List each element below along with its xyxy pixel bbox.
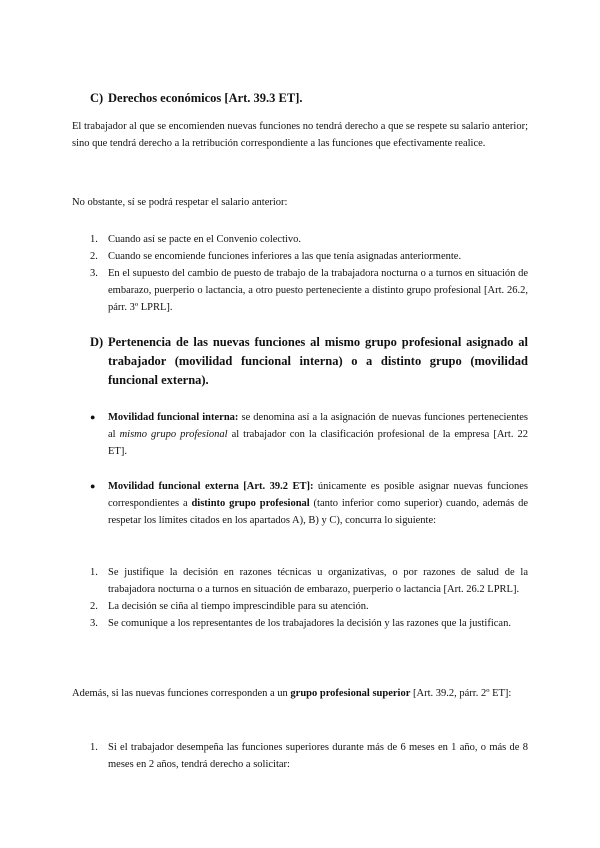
list-item-text: La decisión se ciña al tiempo imprescindible para su atención. — [108, 601, 369, 612]
list-item-number: 1. — [90, 567, 98, 578]
list-item-number: 3. — [90, 618, 98, 629]
list-item-text: Se justifique la decisión en razones técnicas u organizativas, o por razones de salud de la trabajadora nocturna o a turnos en situación de embarazo, puerperio o lactancia [Art. 26.2 LPRL]. — [108, 567, 528, 595]
list-item — [90, 248, 528, 265]
list-item-number: 1. — [90, 742, 98, 753]
bullet-interna-text-b: al trabajador con la clasificación profesional de la empresa [Art. 22 ET]. — [108, 429, 528, 457]
list-excepciones-salario — [90, 231, 528, 316]
list-item-text: Cuando se encomiende funciones inferiores a las que tenía asignadas anteriormente. — [108, 251, 462, 262]
bullet-interna-text-a: se denomina así a la asignación de nuevas funciones pertenecientes al — [108, 412, 528, 440]
bullet-icon: ● — [90, 481, 96, 491]
list-derechos-superior — [90, 739, 528, 773]
paragraph-salario: El trabajador al que se encomienden nuevas funciones no tendrá derecho a que se respete su salario anterior; sino que tendrá derecho a la retribución correspondiente a las funciones que efectivamente realice. — [72, 121, 528, 149]
list-item-number: 2. — [90, 601, 98, 612]
list-item — [90, 598, 528, 615]
bullet-interna-italic: mismo grupo profesional — [119, 429, 228, 440]
bullet-interna-label: Movilidad funcional interna: — [108, 412, 239, 423]
list-item-number: 3. — [90, 268, 98, 279]
section-c-title: Derechos económicos [Art. 39.3 ET]. — [108, 91, 303, 105]
section-c-letter: C) — [90, 91, 104, 105]
list-item-number: 2. — [90, 251, 98, 262]
bullet-externa-bold: distinto grupo profesional — [191, 498, 310, 509]
bullet-externa-label: Movilidad funcional externa [Art. 39.2 ET]: — [108, 481, 314, 492]
section-d-title: Pertenencia de las nuevas funciones al mismo grupo profesional asignado al trabajador (movilidad funcional interna) o a distinto grupo (movilidad funcional externa). — [108, 335, 528, 387]
list-item — [90, 265, 528, 316]
para-superior-bold: grupo profesional superior — [290, 688, 411, 699]
bullet-movilidad-externa — [90, 478, 528, 529]
list-item — [90, 739, 528, 773]
section-d-heading — [90, 333, 528, 390]
bullet-externa-text-a: únicamente es posible asignar nuevas funciones correspondientes a — [108, 481, 528, 509]
list-item — [90, 615, 528, 632]
paragraph-no-obstante: No obstante, sí se podrá respetar el salario anterior: — [72, 197, 288, 208]
list-item-text: Cuando así se pacte en el Convenio colectivo. — [108, 234, 302, 245]
bullet-movilidad-interna — [90, 409, 528, 460]
paragraph-grupo-superior — [72, 685, 528, 702]
list-item-text: Si el trabajador desempeña las funciones superiores durante más de 6 meses en 1 año, o más de 8 meses en 2 años, tendrá derecho a solicitar: — [108, 742, 528, 770]
section-c-heading — [90, 91, 530, 106]
para-superior-text-b: [Art. 39.2, párr. 2º ET]: — [410, 688, 512, 699]
list-item-number: 1. — [90, 234, 98, 245]
bullet-externa-text-b: (tanto inferior como superior) cuando, además de respetar los límites citados en los apartados A), B) y C), concurra lo siguiente: — [108, 498, 528, 526]
list-item — [90, 564, 528, 598]
bullet-icon: ● — [90, 412, 96, 422]
list-requisitos-externa — [90, 564, 528, 632]
list-item-text: Se comunique a los representantes de los trabajadores la decisión y las razones que la justifican. — [108, 618, 511, 629]
list-item-text: En el supuesto del cambio de puesto de trabajo de la trabajadora nocturna o a turnos en situación de embarazo, puerperio o lactancia, a otro puesto perteneciente a distinto grupo profesional [Art. 26.2, párr. 3º LPRL]. — [108, 268, 528, 313]
section-d-letter: D) — [90, 335, 104, 349]
para-superior-text-a: Además, si las nuevas funciones corresponden a un — [72, 688, 291, 699]
list-item — [90, 231, 528, 248]
